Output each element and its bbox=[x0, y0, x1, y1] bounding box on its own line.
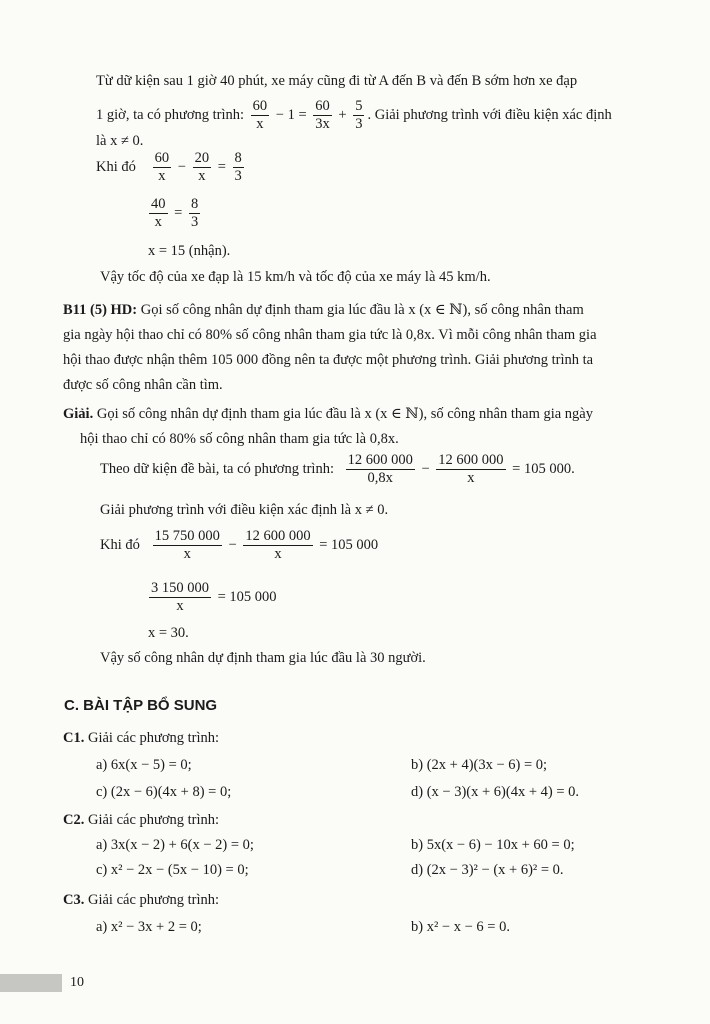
fraction: $\frac{60}{x}$ bbox=[252, 98, 268, 132]
b11-result: x = 30. bbox=[148, 625, 189, 641]
prev-line-2 bbox=[96, 98, 612, 133]
c1-a: a) 6x(x − 5) = 0; bbox=[96, 757, 192, 773]
c2-heading: C2. Giải các phương trình: bbox=[63, 812, 220, 828]
text: + bbox=[338, 106, 347, 123]
b11-giai-line-2: hội thao chỉ có 80% số công nhân tham gia tức là 0,8x. bbox=[80, 431, 399, 447]
b11-hd-line-1: B11 (5) HD: Gọi số công nhân dự định tham gia lúc đầu là x (x ∈ ℕ), số công nhân tham bbox=[63, 302, 584, 318]
text: 1 giờ, ta có phương trình: bbox=[96, 106, 245, 123]
c1-d: d) (x − 3)(x + 6)(4x + 4) = 0. bbox=[411, 784, 580, 800]
prev-eq-1: Khi đó $\frac{60}{x}$ − $\frac{20}{x}$ = $\frac{8}{3}$ bbox=[96, 150, 242, 184]
text: − 1 = bbox=[275, 106, 307, 123]
show-through bbox=[380, 140, 383, 152]
c3-heading: C3. Giải các phương trình: bbox=[63, 892, 220, 908]
page-number: 10 bbox=[70, 975, 84, 990]
prev-line-1: Từ dữ kiện sau 1 giờ 40 phút, xe máy cũng đi từ A đến B và đến B sớm hơn xe đạp bbox=[96, 73, 578, 89]
c1-heading: C1. Giải các phương trình: bbox=[63, 730, 220, 746]
section-c-title: C. BÀI TẬP BỔ SUNG bbox=[64, 697, 218, 714]
b11-hd-line-4: được số công nhân cần tìm. bbox=[63, 377, 223, 393]
prev-eq-2: $\frac{40}{x}$ = $\frac{8}{3}$ bbox=[151, 196, 199, 230]
b11-hd-line-2: gia ngày hội thao chỉ có 80% số công nhân tham gia tức là 0,8x. Vì mỗi công nhân tham gia bbox=[63, 327, 597, 343]
footer-bar bbox=[0, 974, 62, 992]
prev-line-3: là x ≠ 0. bbox=[96, 133, 144, 149]
b11-equation: Theo dữ kiện đề bài, ta có phương trình: $\frac{12 600 000}{0,8x}$ − $\frac{12 600 000}{x}$ = 105 000. bbox=[100, 452, 575, 486]
fraction: $\frac{60}{3x}$ bbox=[315, 98, 330, 132]
b11-conclusion: Vậy số công nhân dự định tham gia lúc đầu là 30 người. bbox=[100, 650, 426, 666]
b11-giai-line-1: Giải. Gọi số công nhân dự định tham gia lúc đầu là x (x ∈ ℕ), số công nhân tham gia ngày bbox=[63, 406, 593, 422]
fraction: $\frac{5}{3}$ bbox=[355, 98, 363, 132]
prev-conclusion: Vậy tốc độ của xe đạp là 15 km/h và tốc độ của xe máy là 45 km/h. bbox=[100, 269, 491, 285]
c2-b: b) 5x(x − 6) − 10x + 60 = 0; bbox=[411, 837, 575, 853]
giai-label: Giải. bbox=[63, 406, 94, 422]
b11-label: B11 (5) HD: bbox=[63, 302, 138, 318]
b11-step-1: Khi đó $\frac{15 750 000}{x}$ − $\frac{12 600 000}{x}$ = 105 000 bbox=[100, 528, 379, 562]
c2-d: d) (2x − 3)² − (x + 6)² = 0. bbox=[411, 862, 564, 878]
text: . Giải phương trình với điều kiện xác định bbox=[367, 106, 612, 123]
c3-b: b) x² − x − 6 = 0. bbox=[411, 919, 510, 935]
c1-b: b) (2x + 4)(3x − 6) = 0; bbox=[411, 757, 548, 773]
c2-c: c) x² − 2x − (5x − 10) = 0; bbox=[96, 862, 249, 878]
b11-hd-line-3: hội thao được nhận thêm 105 000 đồng nên ta được một phương trình. Giải phương trình ta bbox=[63, 352, 594, 368]
c3-a: a) x² − 3x + 2 = 0; bbox=[96, 919, 202, 935]
c2-a: a) 3x(x − 2) + 6(x − 2) = 0; bbox=[96, 837, 254, 853]
prev-result: x = 15 (nhận). bbox=[148, 243, 231, 259]
c1-c: c) (2x − 6)(4x + 8) = 0; bbox=[96, 784, 232, 800]
b11-condition: Giải phương trình với điều kiện xác định là x ≠ 0. bbox=[100, 502, 389, 518]
b11-step-2: $\frac{3 150 000}{x}$ = 105 000 bbox=[151, 580, 277, 614]
